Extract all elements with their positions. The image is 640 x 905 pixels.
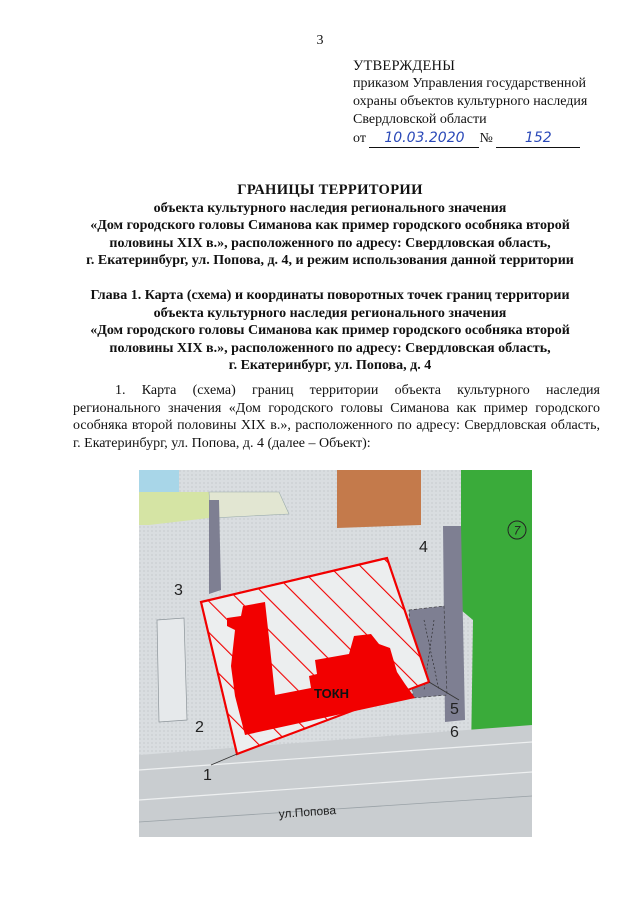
paragraph-1-text: 1. Карта (схема) границ территории объекта культурного наследия регионального значения «Дом городского головы Симанова как пример городского особняка второй половины XIX в.», расположенного по адресу: Свердловская область, г. Екатеринбург, ул. Попова, д. 4 (далее – Объект): bbox=[73, 383, 600, 451]
order-date: 10.03.2020 bbox=[369, 129, 479, 148]
title-line-5: г. Екатеринбург, ул. Попова, д. 4, и режим использования данной территории bbox=[86, 253, 574, 269]
point-3-label: 3 bbox=[174, 582, 183, 599]
chapter-line-5: г. Екатеринбург, ул. Попова, д. 4 bbox=[228, 358, 432, 374]
title-line-2: объекта культурного наследия регионального значения bbox=[153, 200, 507, 216]
green-zone bbox=[461, 470, 532, 760]
map-drawing bbox=[139, 470, 532, 837]
paragraph-1 bbox=[73, 382, 600, 452]
chapter-line-1: Глава 1. Карта (схема) и координаты поворотных точек границ территории bbox=[90, 288, 570, 303]
point-1-label: 1 bbox=[203, 767, 212, 784]
point-2-label: 2 bbox=[195, 719, 204, 736]
chapter-line-3: «Дом городского головы Симанова как пример городского особняка второй bbox=[90, 323, 570, 339]
chapter-heading bbox=[60, 287, 600, 375]
title-line-3: «Дом городского головы Симанова как пример городского особняка второй bbox=[90, 218, 570, 234]
chapter-line-2: объекта культурного наследия регионального значения bbox=[153, 305, 507, 321]
chapter-line-4: половины XIX в.», расположенного по адресу: Свердловская область, bbox=[109, 340, 551, 356]
street-label: ул.Попова bbox=[278, 803, 337, 821]
title-line-1: ГРАНИЦЫ ТЕРРИТОРИИ bbox=[237, 182, 423, 198]
boundary-map bbox=[139, 470, 532, 837]
water-area bbox=[139, 470, 179, 492]
zone-7-label: 7 bbox=[513, 523, 521, 538]
number-prefix: № bbox=[479, 131, 493, 146]
title-line-4: половины XIX в.», расположенного по адресу: Свердловская область, bbox=[109, 235, 551, 251]
approval-stamp bbox=[353, 57, 633, 148]
approval-line-3: Свердловской области bbox=[353, 112, 487, 127]
point-4-label: 4 bbox=[419, 539, 428, 556]
approval-line-2: охраны объектов культурного наследия bbox=[353, 94, 588, 109]
object-label: ТОКН bbox=[314, 686, 350, 701]
approval-date-line bbox=[353, 129, 633, 148]
page-number: 3 bbox=[316, 33, 324, 48]
approval-title: УТВЕРЖДЕНЫ bbox=[353, 58, 456, 74]
approval-line-1: приказом Управления государственной bbox=[353, 76, 587, 91]
order-number: 152 bbox=[496, 129, 580, 148]
document-title bbox=[60, 182, 600, 270]
point-6-label: 6 bbox=[450, 724, 459, 741]
point-5-label: 5 bbox=[450, 701, 459, 718]
building-west-1 bbox=[209, 500, 221, 594]
orange-parcel bbox=[337, 470, 421, 528]
date-prefix: от bbox=[353, 131, 366, 146]
